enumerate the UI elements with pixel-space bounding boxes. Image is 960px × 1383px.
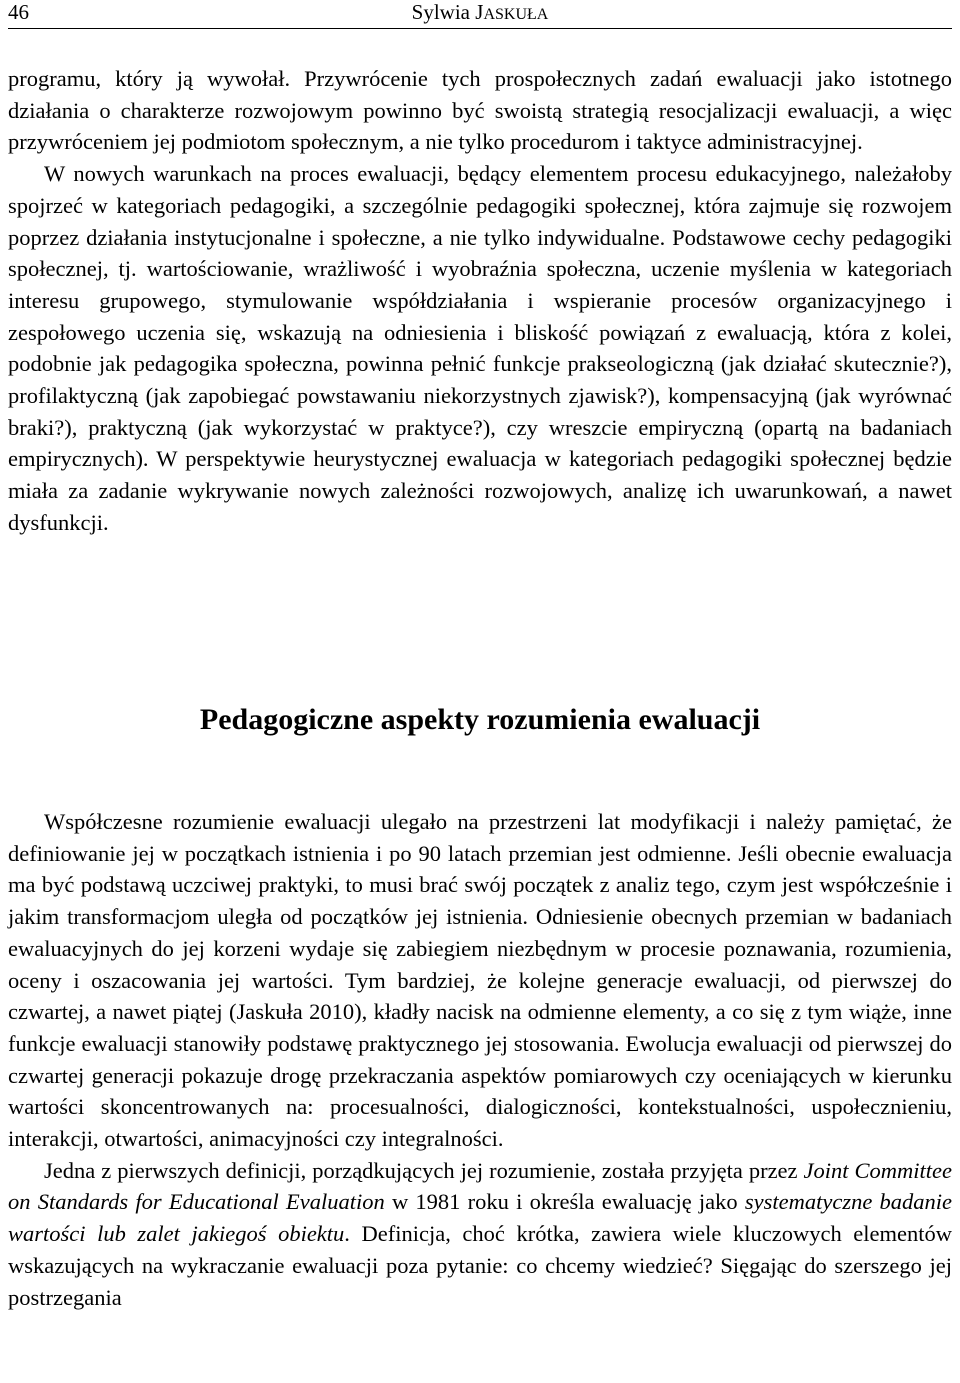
paragraph-first-definition (8, 1155, 952, 1314)
paragraph-contemporary-understanding: Współczesne rozumienie ewaluacji ulegało na przestrzeni lat modyfikacji i należy pamiętać, że definiowanie jej w początkach istnienia i po 90 latach przemian jest odmienne. Jeśli obecnie ewaluacja ma być podstawą uczciwej praktyki, to musi brać swój początek z analiz tego, czym jest współcześnie i jakim transformacjom uległa od początków jej istnienia. Odniesienie obecnych przemian w badaniach ewaluacyjnych do jej korzeni wydaje się zabiegiem niezbędnym w procesie poznawania, rozumienia, oceny i oszacowania jej wartości. Tym bardziej, że kolejne generacje ewaluacji, od pierwszej do czwartej, a nawet piątej (Jaskuła 2010), kładły nacisk na odmienne elementy, a co się z tym wiąże, inne funkcje ewaluacji stanowiły podstawę praktycznego jej stosowania. Ewolucja ewaluacji od pierwszej do czwartej generacji pokazuje drogę przekraczania aspektów pomiarowych czy oceniających w kierunku wartości skoncentrowanych na: procesualności, dialogiczności, kontekstualności, uspołecznieniu, interakcji, otwartości, animacyjności czy integralności. (8, 809, 952, 1152)
committee-name: Joint Committee on Standards for Educational Evaluation (8, 1157, 952, 1215)
definition-text-2: w 1981 roku i określa ewaluację jako (384, 1189, 745, 1215)
running-header (8, 0, 952, 29)
page-number: 46 (8, 0, 29, 24)
section-heading: Pedagogiczne aspekty rozumienia ewaluacji (199, 703, 761, 736)
paragraph-continued: programu, który ją wywołał. Przywrócenie tych prospołecznych zadań ewaluacji jako istotnego działania o charakterze rozwojowym powinno być swoistą strategią resocjalizacji ewaluacji, a więc przywróceniem jej podmiotom społecznym, a nie tylko procedurom i taktyce administracyjnej. (8, 66, 952, 155)
body-text-lower (8, 806, 952, 1313)
running-head-author (8, 0, 952, 25)
body-text-upper (8, 63, 952, 539)
definition-text-3: . Definicja, choć krótka, zawiera wiele kluczowych elementów wskazujących na wykraczanie ewaluacji poza pytanie: co chcemy wiedzieć? Sięgając do szerszego jej postrzegania (8, 1221, 952, 1310)
author-name-first: Sylwia J (411, 0, 484, 24)
definition-text-1: Jedna z pierwszych definicji, porządkujących jej rozumienie, została przyjęta przez (44, 1157, 804, 1183)
author-name-smallcaps: ASKUŁA (483, 6, 549, 23)
paragraph-social-pedagogy: W nowych warunkach na proces ewaluacji, będący elementem procesu edukacyjnego, należałoby spojrzeć w kategoriach pedagogiki, a szczególnie pedagogiki społecznej, która zajmuje się rozwojem poprzez działania instytucjonalne i społeczne, a nie tylko indywidualne. Podstawowe cechy pedagogiki społecznej, tj. wartościowanie, wrażliwość i wyobraźnia społeczna, uczenie myślenia w kategoriach interesu grupowego, stymulowanie współdziałania i wspieranie procesów organizacyjnego i zespołowego uczenia się, wskazują na odniesienia i bliskość powiązań z ewaluacją, która z kolei, podobnie jak pedagogika społeczna, powinna pełnić funkcje prakseologiczną (jak działać skutecznie?), profilaktyczną (jak zapobiegać powstawaniu niekorzystnych zjawisk?), kompensacyjną (jak wyrównać braki?), praktyczną (jak wykorzystać w praktyce?), czy wreszcie empiryczną (opartą na badaniach empirycznych). W perspektywie heurystycznej ewaluacja w kategoriach pedagogiki społecznej będzie miała za zadanie wykrywanie nowych zależności rozwojowych, analizę ich uwarunkowań, a nawet dysfunkcji. (8, 161, 952, 535)
definition-quote: systematyczne badanie wartości lub zalet jakiegoś obiektu (8, 1189, 953, 1247)
